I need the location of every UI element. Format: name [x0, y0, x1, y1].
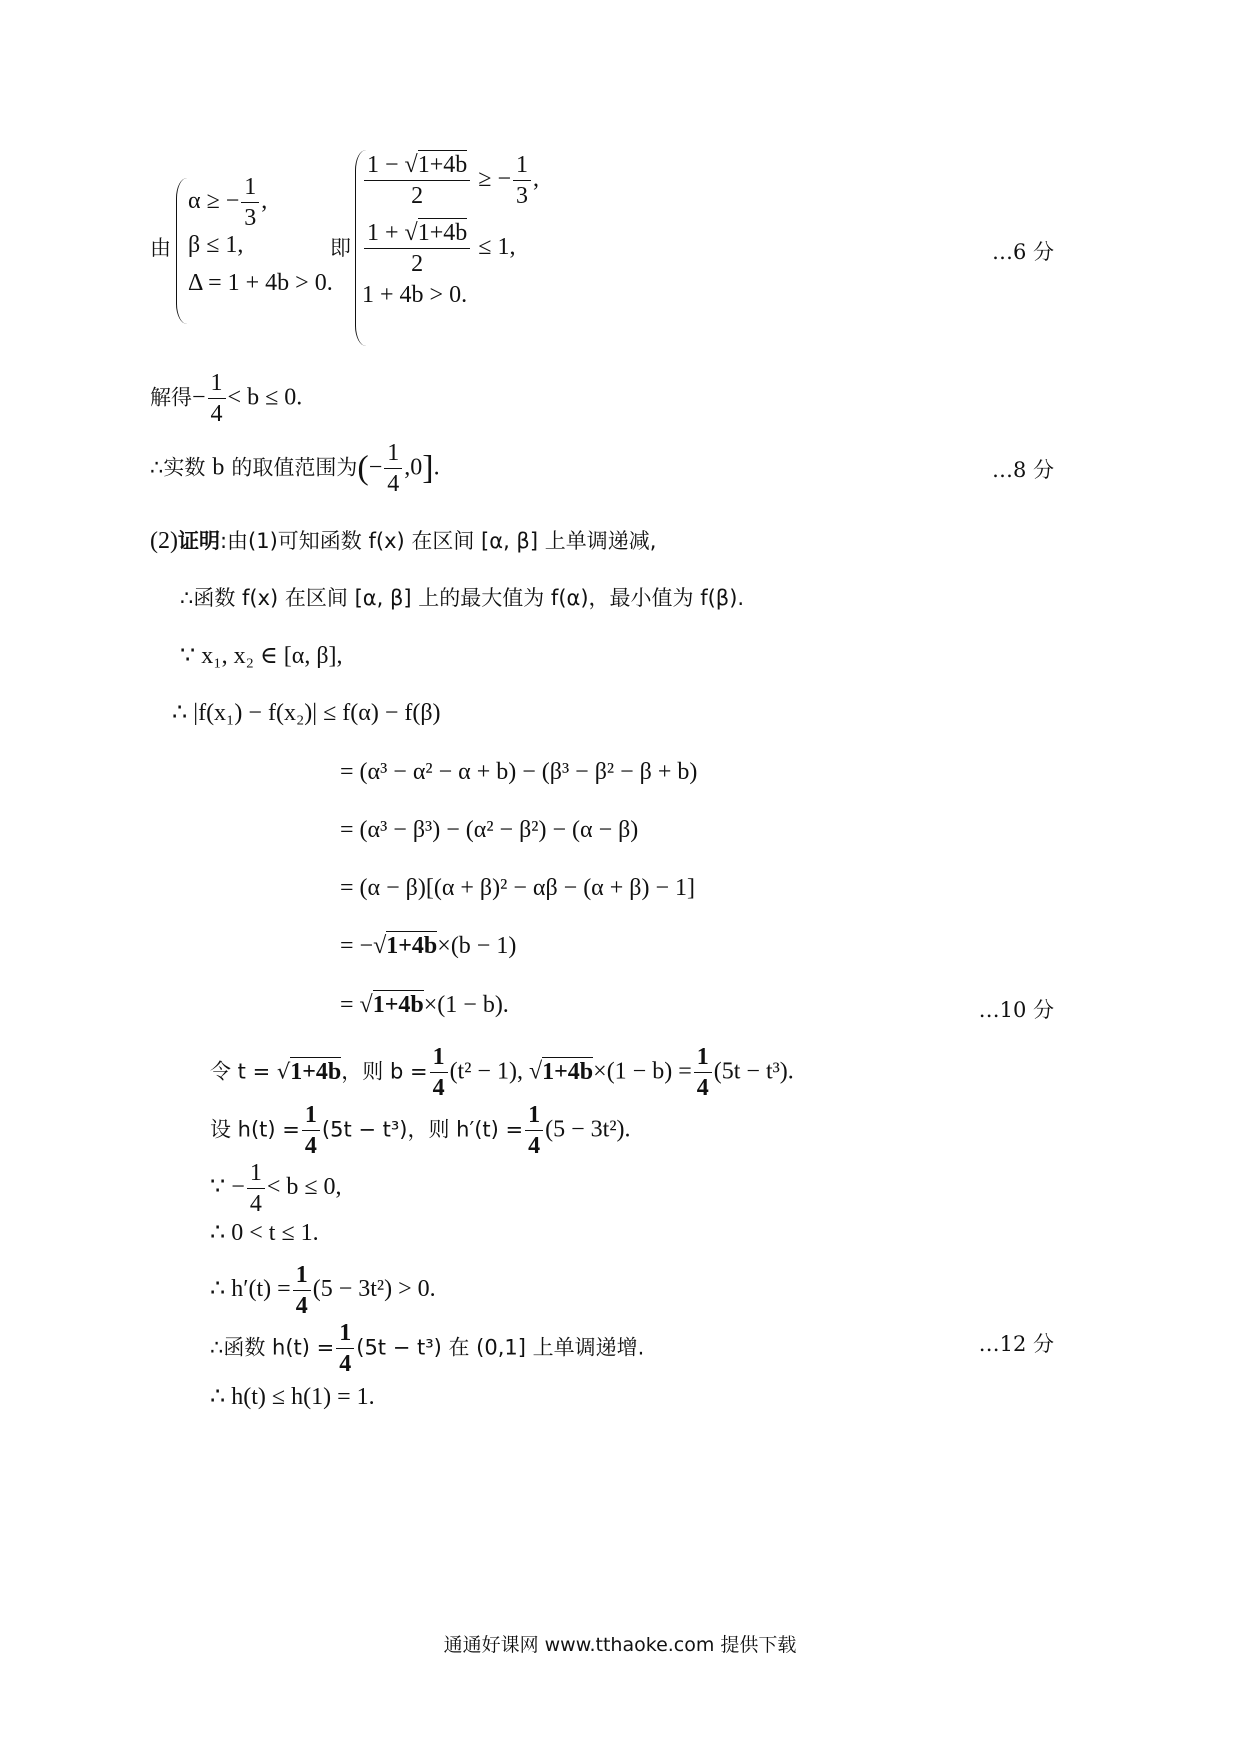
eq-step-5: = √1+4b×(1 − b). [340, 992, 509, 1018]
page-footer: 通通好课网 www.tthaoke.com 提供下载 [443, 1634, 797, 1656]
score-6: …6 分 [991, 240, 1054, 264]
eq-step-3: = (α − β)[(α + β)² − αβ − (α + β) − 1] [340, 875, 696, 901]
part2-line: (2)证明:由(1)可知函数 f(x) 在区间 [α, β] 上单调递减, [150, 528, 657, 554]
ineq-line: ∴ |f(x₁) − f(x₂)| ≤ f(α) − f(β) [172, 700, 441, 726]
system1-row1: α ≥ − $\frac{1}{3}$ , [188, 174, 268, 231]
eq-step-2: = (α³ − β³) − (α² − β²) − (α − β) [340, 817, 639, 843]
increasing-line: ∴函数 h(t) = $\frac{1}{4}$ (5t − t³) 在 (0,1] 上单调递增. [210, 1320, 645, 1377]
system1-brace [176, 178, 187, 324]
score-12: …12 分 [978, 1332, 1054, 1356]
define-h-line: 设 h(t) = $\frac{1}{4}$ (5t − t³)，则 h′(t) = $\frac{1}{4}$ (5 − 3t²). [210, 1102, 631, 1159]
derivative-line: ∴ h′(t) = $\frac{1}{4}$ (5 − 3t²) > 0. [210, 1262, 436, 1319]
system2-row1: $\frac{1 - √1+4b}{2}$ ≥ − $\frac{1}{3}$ , [362, 150, 539, 211]
eq-step-1: = (α³ − α² − α + b) − (β³ − β² − β + b) [340, 759, 698, 785]
system2-row2: $\frac{1 + √1+4b}{2}$ ≤ 1, [362, 218, 515, 279]
solve-line: 解得− $\frac{1}{4}$ < b ≤ 0. [150, 370, 303, 427]
score-10: …10 分 [978, 998, 1054, 1022]
let-line: 令 t = √1+4b，则 b = $\frac{1}{4}$ (t² − 1), √1+4b×(1 − b) = $\frac{1}{4}$ (5t − t³). [210, 1044, 794, 1101]
final-line: ∴ h(t) ≤ h(1) = 1. [210, 1384, 375, 1410]
system2-row3: 1 + 4b > 0. [362, 282, 468, 308]
system1-row2: β ≤ 1, [188, 232, 244, 258]
since-line: ∵ x₁, x₂ ∈ [α, β], [180, 643, 343, 669]
max-min-line: ∴函数 f(x) 在区间 [α, β] 上的最大值为 f(α)，最小值为 f(β). [180, 586, 745, 610]
system1-prefix: 由 [150, 236, 171, 260]
system2-prefix: 即 [330, 236, 351, 260]
score-8: …8 分 [991, 458, 1054, 482]
t-range-line: ∴ 0 < t ≤ 1. [210, 1220, 319, 1246]
eq-step-4: = −√1+4b×(b − 1) [340, 933, 517, 959]
since-b-range: ∵ − $\frac{1}{4}$ < b ≤ 0, [210, 1160, 342, 1217]
range-line: ∴实数 b 的取值范围为(− $\frac{1}{4}$ ,0]. [150, 440, 440, 497]
system1-row3: Δ = 1 + 4b > 0. [188, 270, 333, 296]
